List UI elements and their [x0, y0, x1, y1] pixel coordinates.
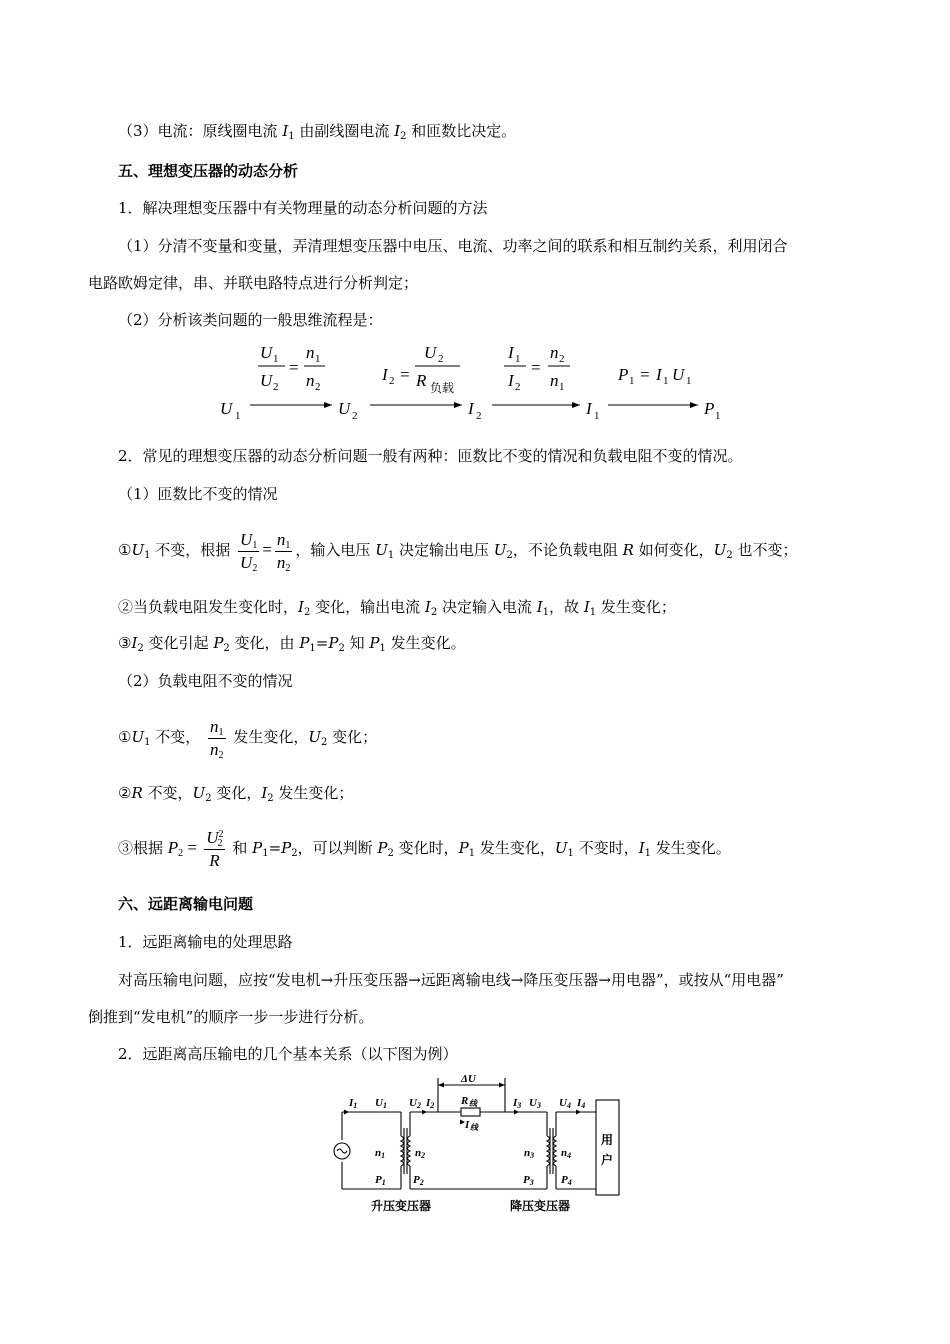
svg-text:I: I — [656, 365, 662, 384]
svg-text:U: U — [672, 365, 685, 384]
svg-text:1: 1 — [715, 410, 721, 422]
svg-text:1: 1 — [315, 353, 321, 365]
analysis-flow-diagram — [210, 338, 750, 428]
svg-text:1: 1 — [629, 375, 635, 387]
svg-text:P: P — [618, 365, 629, 384]
case-2-title: （2）负载电阻不变的情况 — [118, 672, 293, 690]
flow-formula-current-ratio — [504, 343, 570, 393]
svg-text:I: I — [468, 399, 474, 418]
svg-text:1: 1 — [663, 375, 669, 387]
svg-text:2: 2 — [438, 353, 444, 365]
svg-text:2: 2 — [515, 381, 521, 393]
case-1-item-1: $①U_1$ 不变，根据 $\frac{U_1}{U_2}$ = $\frac{n_1}{n_2}$ ，输入电压 $U_1$ 决定输出电压 $U_2$，不论负载电阻 R 如何变化，$U_2$ 也不变； — [118, 529, 798, 574]
svg-text:I3: I3 — [513, 1097, 522, 1110]
svg-text:1: 1 — [594, 410, 600, 422]
fraction-n1-n2: $\frac{n_1}{n_2}$ — [276, 529, 291, 574]
svg-text:P4: P4 — [561, 1174, 572, 1187]
svg-text:U: U — [260, 343, 273, 362]
svg-text:P1: P1 — [375, 1174, 386, 1187]
case-1-title: （1）匝数比不变的情况 — [118, 485, 278, 503]
svg-text:1: 1 — [559, 381, 565, 393]
svg-text:=: = — [400, 365, 410, 384]
case-1-item-2: ②当负载电阻发生变化时，$I_2$ 变化，输出电流 $I_2$ 决定输入电流 $I_1$，故 $I_1$ 发生变化； — [118, 598, 676, 618]
s6-subsection-1: 1．远距离输电的处理思路 — [118, 933, 293, 951]
svg-text:n1: n1 — [375, 1147, 386, 1160]
fraction-u1-u2: $\frac{U_1}{U_2}$ — [240, 529, 258, 574]
svg-text:2: 2 — [273, 381, 279, 393]
s6-para-1b: 倒推到“发电机”的顺序一步一步进行分析。 — [88, 1008, 374, 1026]
flow-formula-ohm — [381, 343, 460, 395]
case-2-item-3: ③根据 $P_2$ = $\frac{U^2_2}{R}$ 和 $P_1=P_2$，可以判断 $P_2$ 变化时，$P_1$ 发生变化，$U_1$ 不变时，$I_1$ 发生变化。 — [118, 827, 731, 870]
svg-text:2: 2 — [389, 375, 395, 387]
svg-text:I: I — [508, 343, 514, 362]
svg-text:n: n — [550, 371, 559, 390]
svg-text:2: 2 — [352, 410, 358, 422]
svg-text:n: n — [306, 343, 315, 362]
flow-node-i2 — [467, 399, 482, 422]
para-current: （3）电流：原线圈电流 $I_1$ 由副线圈电流 $I_2$ 和匝数比决定。 — [118, 122, 517, 142]
svg-text:线: 线 — [470, 1123, 478, 1132]
user-load-box — [596, 1100, 619, 1195]
subsection-2-title: 2．常见的理想变压器的动态分析问题一般有两种：匝数比不变的情况和负载电阻不变的情况。 — [118, 447, 743, 465]
flow-node-u2 — [338, 399, 358, 422]
svg-text:=: = — [531, 358, 541, 377]
svg-text:n: n — [306, 371, 315, 390]
svg-text:U3: U3 — [529, 1097, 541, 1110]
svg-text:1: 1 — [515, 353, 521, 365]
fraction-u2sq-r: $\frac{U^2_2}{R}$ — [206, 827, 224, 870]
step-down-label: 降压变压器 — [510, 1199, 571, 1213]
svg-text:U1: U1 — [375, 1097, 387, 1110]
section-heading-6: 六、远距离输电问题 — [118, 895, 254, 913]
s6-para-1a: 对高压输电问题，应按“发电机→升压变压器→远距离输电线→降压变压器→用电器”，或按从“用电器” — [118, 971, 784, 989]
svg-text:P3: P3 — [523, 1174, 534, 1187]
svg-text:R: R — [416, 371, 427, 390]
svg-text:负载: 负载 — [430, 381, 455, 395]
svg-text:2: 2 — [315, 381, 321, 393]
svg-text:1: 1 — [273, 353, 279, 365]
svg-text:I1: I1 — [349, 1097, 358, 1110]
case-2-item-2: ②R 不变，$U_2$ 变化，$I_2$ 发生变化； — [118, 784, 354, 804]
subsection-1-title: 1．解决理想变压器中有关物理量的动态分析问题的方法 — [118, 199, 488, 217]
fraction-n1-n2-b: $\frac{n_1}{n_2}$ — [210, 716, 224, 761]
flow-node-i1 — [585, 399, 600, 422]
svg-text:n3: n3 — [524, 1147, 535, 1160]
flow-node-u1 — [220, 399, 241, 422]
svg-text:1: 1 — [235, 410, 241, 422]
flow-formula-voltage-ratio — [258, 343, 325, 393]
svg-text:U: U — [220, 399, 233, 418]
svg-text:I: I — [586, 399, 592, 418]
flow-node-p1 — [703, 399, 721, 422]
svg-text:U: U — [260, 371, 273, 390]
svg-text:1: 1 — [686, 375, 692, 387]
para-method-1b: 电路欧姆定律，串、并联电路特点进行分析判定； — [88, 274, 419, 292]
svg-text:n4: n4 — [561, 1147, 572, 1160]
svg-text:I: I — [465, 1119, 470, 1131]
svg-text:U4: U4 — [559, 1097, 571, 1110]
svg-text:户: 户 — [601, 1153, 614, 1167]
svg-text:P: P — [704, 399, 715, 418]
svg-text:U: U — [338, 399, 351, 418]
svg-text:ΔU: ΔU — [461, 1073, 476, 1085]
s6-subsection-2: 2．远距离高压输电的几个基本关系（以下图为例） — [118, 1045, 458, 1063]
section-heading-5: 五、理想变压器的动态分析 — [118, 162, 299, 180]
line-resistor — [461, 1108, 480, 1116]
svg-text:I2: I2 — [426, 1097, 435, 1110]
svg-text:n2: n2 — [415, 1147, 426, 1160]
svg-text:U2: U2 — [409, 1097, 421, 1110]
svg-text:2: 2 — [476, 410, 482, 422]
para-method-1a: （1）分清不变量和变量，弄清理想变压器中电压、电流、功率之间的联系和相互制约关系，利用闭合 — [118, 237, 788, 255]
svg-text:I: I — [382, 365, 388, 384]
svg-text:P2: P2 — [413, 1174, 424, 1187]
svg-text:R: R — [461, 1095, 469, 1107]
svg-text:=: = — [289, 358, 299, 377]
svg-text:线: 线 — [469, 1099, 477, 1108]
case-2-item-1: $①U_1$ 不变， $\frac{n_1}{n_2}$ 发生变化，$U_2$ 变化； — [118, 716, 378, 761]
svg-text:U: U — [424, 343, 437, 362]
svg-text:2: 2 — [559, 353, 565, 365]
svg-text:=: = — [640, 365, 650, 384]
case-1-item-3: $③I_2$ 变化引起 $P_2$ 变化，由 $P_1=P_2$ 知 $P_1$ 发生变化。 — [118, 634, 466, 654]
svg-text:n: n — [550, 343, 559, 362]
svg-text:I: I — [508, 371, 514, 390]
step-up-label: 升压变压器 — [371, 1199, 432, 1213]
svg-text:用: 用 — [601, 1133, 614, 1147]
para-method-2: （2）分析该类问题的一般思维流程是： — [118, 311, 383, 329]
svg-text:I4: I4 — [577, 1097, 586, 1110]
flow-formula-power — [617, 365, 692, 387]
transmission-circuit-diagram — [325, 1068, 625, 1218]
